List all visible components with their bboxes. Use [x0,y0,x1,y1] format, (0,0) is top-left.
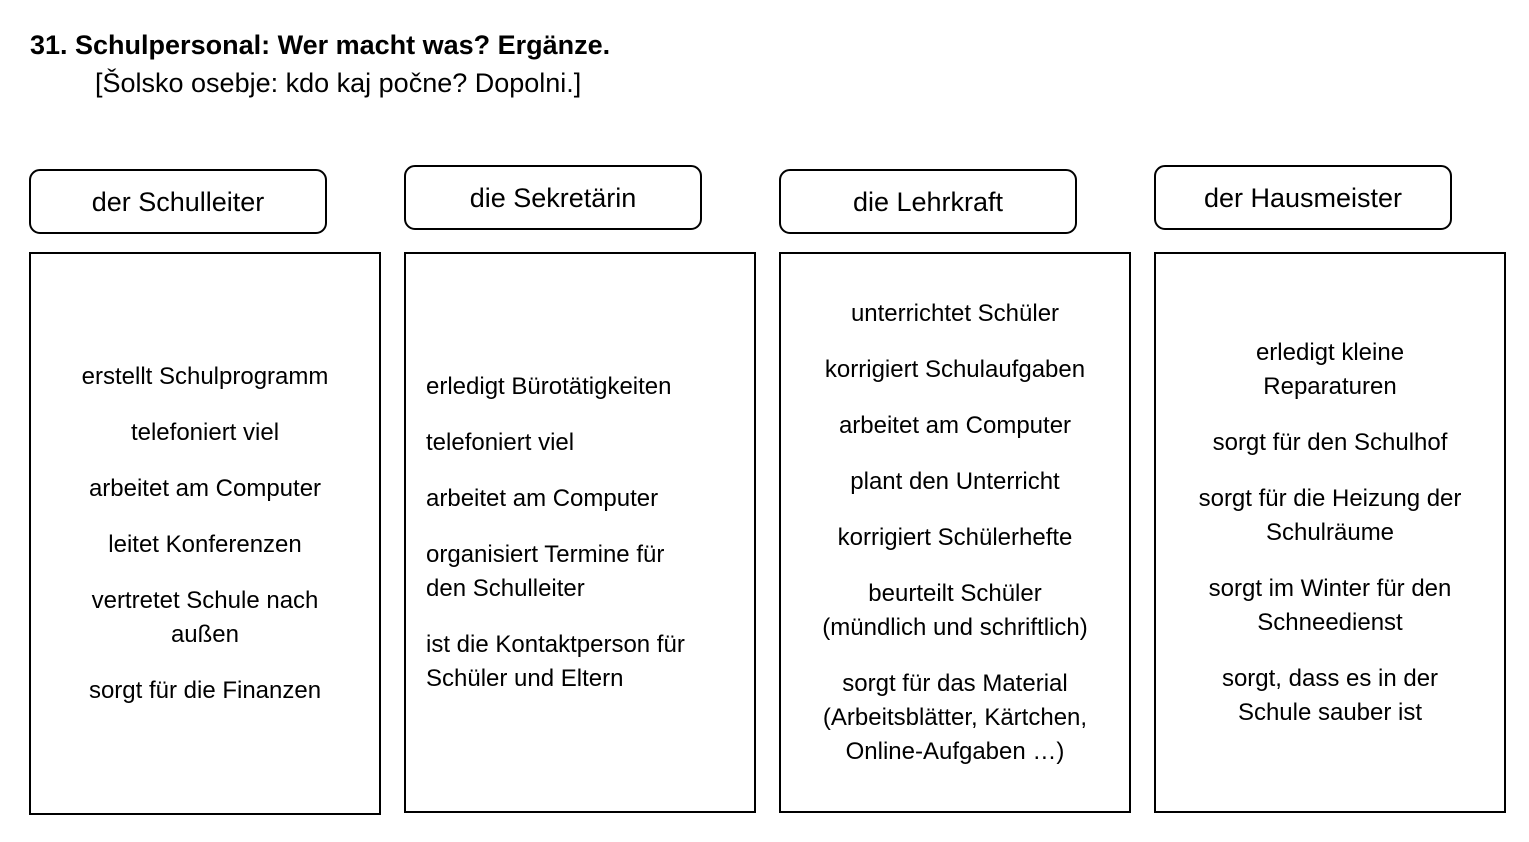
label-lehrkraft: die Lehrkraft [852,186,1004,217]
task-item: telefoniert viel [426,428,575,456]
label-box-lehrkraft [779,169,1077,234]
label-sekretaerin: die Sekretärin [469,182,637,213]
label-schulleiter: der Schulleiter [91,186,265,217]
label-box-schulleiter [29,169,327,234]
task-item: ist die Kontaktperson für Schüler und Eltern [426,630,685,692]
task-item: erstellt Schulprogramm [81,362,329,390]
tasks-box-sekretaerin [404,252,756,813]
task-item: erledigt kleine Reparaturen [1255,338,1405,400]
task-item: arbeitet am Computer [88,474,322,502]
task-item: telefoniert viel [130,418,280,446]
task-item: erledigt Bürotätigkeiten [426,372,672,400]
task-item: sorgt für das Material (Arbeitsblätter, Kärtchen, Online-Aufgaben …) [822,669,1088,765]
tasks-box-lehrkraft [779,252,1131,813]
task-item: sorgt für den Schulhof [1212,428,1448,456]
task-item: sorgt für die Heizung der Schulräume [1198,484,1462,546]
task-item: korrigiert Schulaufgaben [824,355,1086,383]
task-item: vertretet Schule nach außen [91,586,319,648]
task-item: beurteilt Schüler (mündlich und schriftlich) [822,579,1088,641]
task-item: arbeitet am Computer [838,411,1072,439]
task-item: sorgt im Winter für den Schneedienst [1208,574,1452,636]
exercise-title: 31. Schulpersonal: Wer macht was? Ergänze. [30,30,611,60]
task-item: unterrichtet Schüler [850,299,1060,327]
task-item: organisiert Termine für den Schulleiter [426,540,665,602]
tasks-box-hausmeister [1154,252,1506,813]
exercise-subtitle: [Šolsko osebje: kdo kaj počne? Dopolni.] [95,68,582,98]
task-item: arbeitet am Computer [426,484,659,512]
task-item: leitet Konferenzen [108,530,302,558]
label-box-sekretaerin [404,165,702,230]
task-item: sorgt, dass es in der Schule sauber ist [1221,664,1439,726]
task-item: korrigiert Schülerhefte [837,523,1073,551]
label-box-hausmeister [1154,165,1452,230]
task-item: sorgt für die Finanzen [88,676,322,704]
tasks-box-schulleiter [29,252,381,815]
task-item: plant den Unterricht [850,467,1060,495]
label-hausmeister: der Hausmeister [1203,182,1403,213]
